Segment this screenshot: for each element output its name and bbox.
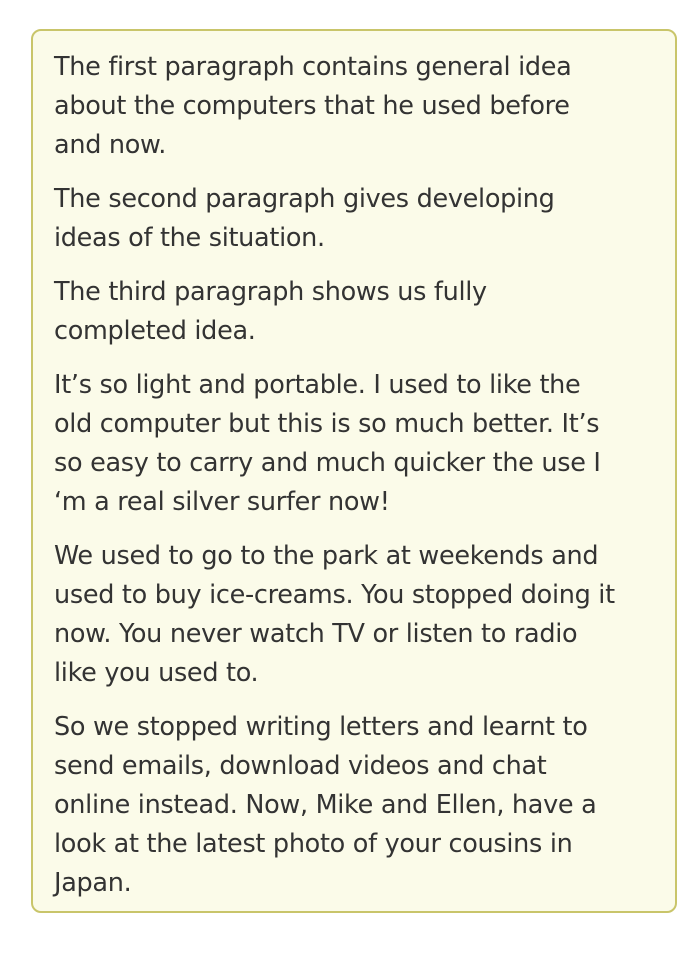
answer-paragraph-5: We used to go to the park at weekends and used to buy ice-creams. You stopped doing it now. You never watch TV or listen to radio like you used to. [54, 541, 615, 688]
answer-box [31, 29, 677, 913]
answer-paragraph-2: The second paragraph gives developing ideas of the situation. [54, 184, 555, 253]
answer-paragraph-4: It’s so light and portable. I used to like the old computer but this is so much better. It’s so easy to carry and much quicker the use I ‘m a real silver surfer now! [54, 370, 601, 517]
answer-paragraph-3: The third paragraph shows us fully completed idea. [54, 277, 487, 346]
answer-paragraph-1: The first paragraph contains general idea about the computers that he used before and now. [54, 52, 572, 160]
answer-paragraph-6: So we stopped writing letters and learnt to send emails, download videos and chat online instead. Now, Mike and Ellen, have a look at the latest photo of your cousins in Japan. [54, 712, 597, 898]
